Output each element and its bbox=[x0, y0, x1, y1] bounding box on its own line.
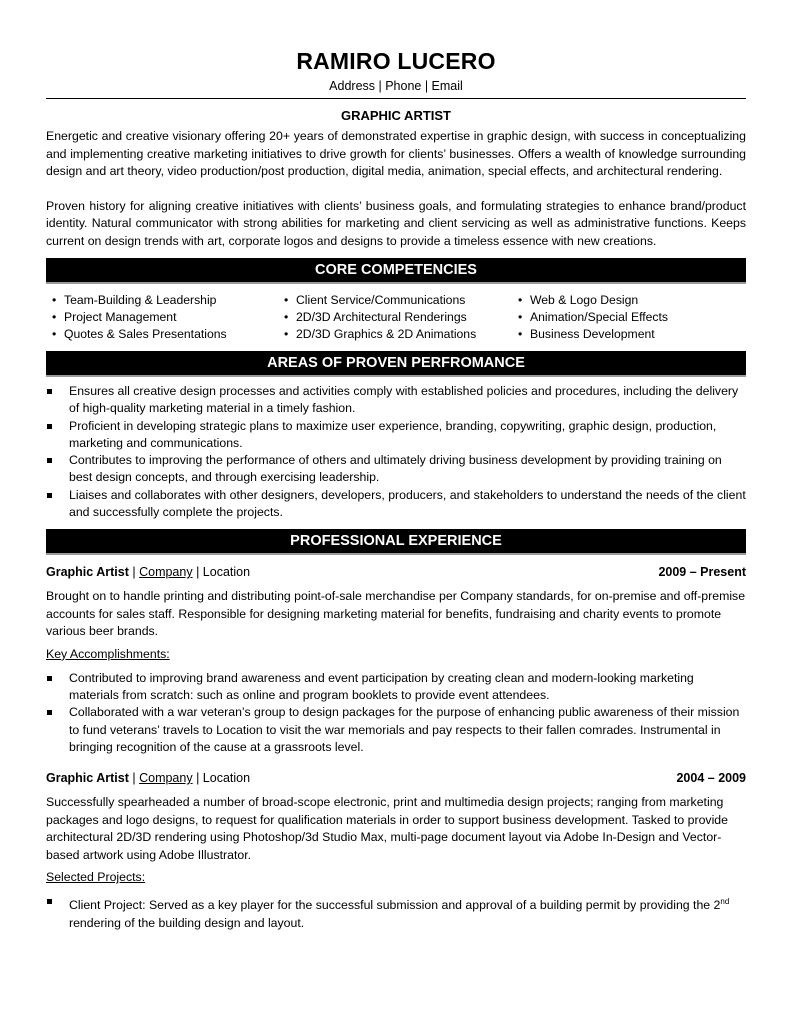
role-title: GRAPHIC ARTIST bbox=[340, 108, 452, 123]
performance-list bbox=[46, 383, 746, 521]
job-location: | Location bbox=[192, 771, 251, 786]
separator: | bbox=[128, 565, 140, 580]
competency-item: • Quotes & Sales Presentations bbox=[52, 326, 284, 343]
summary-paragraph: Proven history for aligning creative initiatives with clients’ business goals, and formulating strategies to enhance brand/product identity. Natural communicator with strong abilities for marketing and client servicing as well as administrative functions. Keeps current on design trends with art, corporate logos and designs to provide a timeless essence with new creations. bbox=[46, 198, 746, 248]
section-header-performance: AREAS OF PROVEN PERFROMANCE bbox=[46, 351, 746, 377]
projects-list bbox=[46, 893, 746, 932]
summary-paragraph: Energetic and creative visionary offering 20+ years of demonstrated expertise in graphic design, with success in conceptualizing and implementing creative marketing initiatives to drive growth for clients’ businesses. Offers a wealth of knowledge surrounding design and art theory, video production/post production, digital media, animation, special effects, and architectural rendering. bbox=[46, 129, 746, 178]
competency-item: • 2D/3D Architectural Renderings bbox=[284, 309, 518, 326]
project-item bbox=[46, 893, 746, 932]
job-description: Brought on to handle printing and distributing point-of-sale merchandise per Company standards, for on-premise and off-premise accounts for sales staff. Responsible for designing marketing material for benefits, fundraising and charity events to promote various beer brands. bbox=[46, 589, 746, 639]
company-name: Company bbox=[139, 771, 193, 786]
job-header bbox=[46, 565, 746, 582]
accomplishment-item: Collaborated with a war veteran’s group to design packages for the purpose of enhancing public awareness of their mission to fund veterans’ travels to Location to visit the war memorials and pay respects to their fallen comrades. Instrumental in bringing recognition of the cause at a grassroots level. bbox=[46, 704, 746, 756]
competencies-grid bbox=[46, 292, 746, 343]
competency-item: • Business Development bbox=[518, 326, 668, 343]
contact-line: Address | Phone | Email bbox=[329, 79, 463, 93]
job-title-line bbox=[46, 565, 250, 582]
competency-item: • Client Service/Communications bbox=[284, 292, 518, 309]
accomplishment-item: Contributed to improving brand awareness and event participation by creating clean and modern-looking marketing materials from scratch: such as online and program booklets to provide event attendees. bbox=[46, 670, 746, 705]
company-name: Company bbox=[139, 565, 193, 580]
job-header bbox=[46, 771, 746, 788]
projects-heading: Selected Projects: bbox=[46, 870, 146, 885]
job-description: Successfully spearheaded a number of broad-scope electronic, print and multimedia design projects; ranging from marketing packages and logo designs, to request for qualification materials in order to support business development. Tasked to provide architectural 2D/3D rendering using Photoshop/3d Studio Max, multi-page document layout via Adobe In-Design and Vector-based artwork using Adobe Illustrator. bbox=[46, 795, 728, 862]
competency-item: • Team-Building & Leadership bbox=[52, 292, 284, 309]
accomplishments-heading: Key Accomplishments: bbox=[46, 646, 170, 661]
candidate-name: RAMIRO LUCERO bbox=[296, 48, 496, 74]
job-location: | Location bbox=[192, 565, 251, 580]
competency-item: • Web & Logo Design bbox=[518, 292, 668, 309]
header-divider bbox=[46, 98, 746, 99]
job-title: Graphic Artist bbox=[46, 565, 129, 580]
competency-item: • Project Management bbox=[52, 309, 284, 326]
project-text-end: rendering of the building design and layout. bbox=[69, 915, 305, 930]
job-title: Graphic Artist bbox=[46, 771, 129, 786]
accomplishments-list bbox=[46, 670, 746, 756]
competency-item: • Animation/Special Effects bbox=[518, 309, 668, 326]
section-header-experience: PROFESSIONAL EXPERIENCE bbox=[46, 529, 746, 555]
competency-column bbox=[518, 292, 668, 343]
competency-item: • 2D/3D Graphics & 2D Animations bbox=[284, 326, 518, 343]
section-header-competencies: CORE COMPETENCIES bbox=[46, 258, 746, 284]
job-dates: 2004 – 2009 bbox=[676, 771, 746, 786]
performance-item: Liaises and collaborates with other designers, developers, producers, and stakeholders to understand the needs of the client and successfully complete the projects. bbox=[46, 487, 746, 522]
resume-page bbox=[46, 0, 746, 932]
job-dates: 2009 – Present bbox=[658, 565, 746, 580]
competency-column bbox=[52, 292, 284, 343]
performance-item: Ensures all creative design processes and activities comply with established policies and procedures, including the delivery of high-quality marketing material in a timely fashion. bbox=[46, 383, 746, 418]
separator: | bbox=[128, 771, 140, 786]
performance-item: Contributes to improving the performance of others and ultimately driving business development by providing training on best design concepts, and through exercising leadership. bbox=[46, 452, 746, 487]
performance-item: Proficient in developing strategic plans to maximize user experience, branding, copywriting, graphic design, production, marketing and communications. bbox=[46, 418, 746, 453]
job-title-line bbox=[46, 771, 250, 788]
ordinal-suffix: nd bbox=[720, 897, 730, 907]
competency-column bbox=[284, 292, 518, 343]
project-text: Client Project: Served as a key player for the successful submission and approval of a building permit by providing the 2 bbox=[69, 898, 721, 913]
